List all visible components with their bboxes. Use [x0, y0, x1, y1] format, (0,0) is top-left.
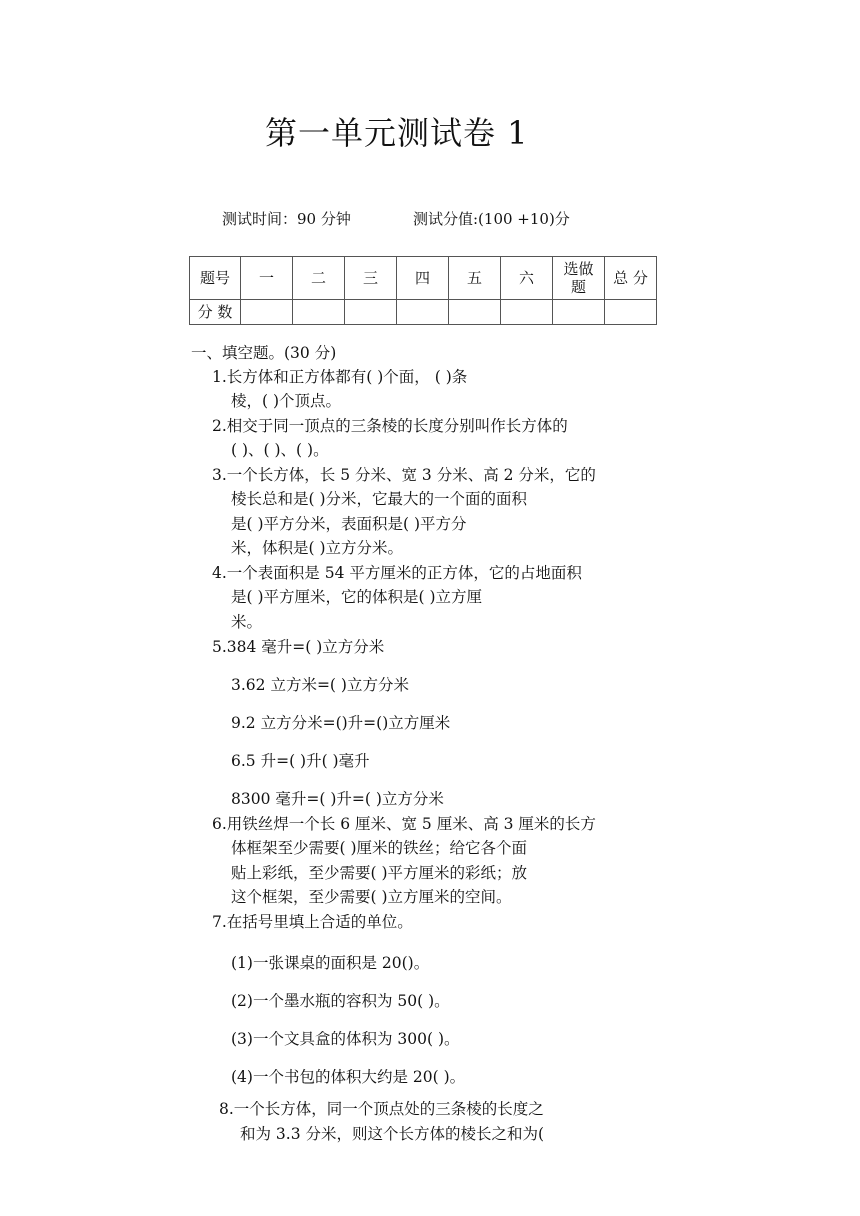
- score-cell: [553, 300, 605, 325]
- question-line: 7.在括号里填上合适的单位。: [212, 913, 413, 931]
- score-cell: [293, 300, 345, 325]
- score-table: [189, 256, 657, 325]
- question-line: 米，体积是( )立方分米。: [231, 539, 404, 557]
- score-table-header: 一: [241, 257, 293, 300]
- score-cell: [449, 300, 501, 325]
- question-line: 1.长方体和正方体都有( )个面， ( )条: [212, 368, 468, 386]
- question-line: 3.一个长方体，长 5 分米、宽 3 分米、高 2 分米，它的: [212, 466, 596, 484]
- question-line: 9.2 立方分米=()升=()立方厘米: [231, 714, 451, 732]
- question-line: 是( )平方厘米，它的体积是( )立方厘: [231, 588, 483, 606]
- question-line: 4.一个表面积是 54 平方厘米的正方体，它的占地面积: [212, 564, 582, 582]
- test-time: 测试时间：90 分钟: [222, 210, 351, 228]
- score-cell: [605, 300, 657, 325]
- question-line: 6.5 升=( )升( )毫升: [231, 752, 370, 770]
- score-table-header: 选做 题: [553, 257, 605, 300]
- score-cell: [345, 300, 397, 325]
- score-table-header: 二: [293, 257, 345, 300]
- question-line: 贴上彩纸，至少需要( )平方厘米的彩纸；放: [231, 864, 528, 882]
- score-cell: [241, 300, 293, 325]
- score-cell: [501, 300, 553, 325]
- page-title: 第一单元测试卷 1: [265, 114, 529, 152]
- question-line: (4)一个书包的体积大约是 20( )。: [231, 1068, 466, 1086]
- question-line: 米。: [231, 613, 263, 631]
- score-table-header: 五: [449, 257, 501, 300]
- score-cell: [397, 300, 449, 325]
- score-table-header: 三: [345, 257, 397, 300]
- question-line: 体框架至少需要( )厘米的铁丝；给它各个面: [231, 839, 528, 857]
- question-line: (2)一个墨水瓶的容积为 50( )。: [231, 992, 450, 1010]
- question-line: ( )、( )、( )。: [231, 441, 329, 459]
- question-line: 5.384 毫升=( )立方分米: [212, 638, 385, 656]
- question-line: 8300 毫升=( )升=( )立方分米: [231, 790, 444, 808]
- score-table-header: 总 分: [605, 257, 657, 300]
- test-score-value: 测试分值:(100 +10)分: [413, 210, 570, 228]
- question-line: 棱，( )个顶点。: [231, 392, 342, 410]
- question-line: 这个框架，至少需要( )立方厘米的空间。: [231, 888, 512, 906]
- section-heading: 一、填空题。(30 分): [191, 344, 337, 362]
- score-table-header: 四: [397, 257, 449, 300]
- score-table-row-label: 分 数: [190, 300, 241, 325]
- question-line: 棱长总和是( )分米，它最大的一个面的面积: [231, 490, 528, 508]
- score-table-header: 六: [501, 257, 553, 300]
- question-line: 2.相交于同一顶点的三条棱的长度分别叫作长方体的: [212, 417, 568, 435]
- question-line: 8.一个长方体，同一个顶点处的三条棱的长度之: [219, 1100, 544, 1118]
- question-line: (1)一张课桌的面积是 20()。: [231, 954, 430, 972]
- question-line: 是( )平方分米，表面积是( )平方分: [231, 515, 467, 533]
- question-line: 3.62 立方米=( )立方分米: [231, 676, 409, 694]
- question-line: (3)一个文具盒的体积为 300( )。: [231, 1030, 460, 1048]
- score-table-header: 题号: [190, 257, 241, 300]
- question-line: 和为 3.3 分米，则这个长方体的棱长之和为(: [240, 1125, 545, 1143]
- question-line: 6.用铁丝焊一个长 6 厘米、宽 5 厘米、高 3 厘米的长方: [212, 815, 596, 833]
